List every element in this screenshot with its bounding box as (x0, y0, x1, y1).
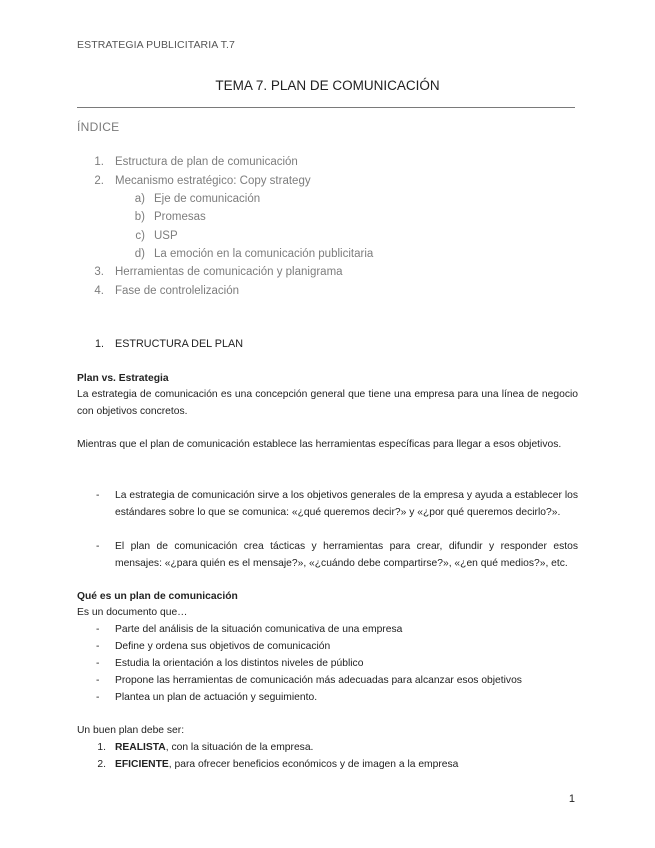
page-number: 1 (568, 793, 575, 805)
subsection-title: Qué es un plan de comunicación (77, 591, 238, 602)
list-item-text: , para ofrecer beneficios económicos y de imagen a la empresa (168, 759, 459, 770)
toc-subnumber: d) (134, 248, 145, 260)
toc-number: 2. (94, 175, 104, 187)
page-title: TEMA 7. PLAN DE COMUNICACIÓN (215, 78, 440, 93)
paragraph: La estrategia de comunicación es una concepción general que tiene una empresa para una línea de negocio con objetivos concretos. (77, 389, 578, 417)
toc-subitem[interactable]: Eje de comunicación (154, 193, 261, 205)
bullet-dash: - (96, 658, 100, 669)
bullet-item: Plantea un plan de actuación y seguimiento. (115, 692, 318, 703)
list-item (115, 756, 458, 773)
list-number: 1. (97, 742, 106, 753)
toc-number: 4. (94, 285, 104, 297)
section-number: 1. (94, 338, 104, 350)
section-heading: ESTRUCTURA DEL PLAN (115, 338, 243, 350)
paragraph: Un buen plan debe ser: (77, 725, 185, 736)
subsection-title: Plan vs. Estrategia (77, 373, 169, 384)
toc-item[interactable]: Estructura de plan de comunicación (115, 156, 298, 168)
bullet-dash: - (96, 490, 100, 501)
toc-number: 1. (94, 156, 104, 168)
list-item-text: , con la situación de la empresa. (165, 742, 314, 753)
paragraph: Mientras que el plan de comunicación establece las herramientas específicas para llegar a esos objetivos. (77, 439, 562, 450)
toc-item[interactable]: Mecanismo estratégico: Copy strategy (115, 175, 311, 187)
list-number: 2. (97, 759, 106, 770)
paragraph: Es un documento que… (77, 607, 188, 618)
bullet-dash: - (96, 624, 100, 635)
bullet-dash: - (96, 641, 100, 652)
bullet-item: Propone las herramientas de comunicación más adecuadas para alcanzar esos objetivos (115, 675, 522, 686)
list-item-keyword: REALISTA (115, 742, 166, 753)
toc-subitem[interactable]: USP (154, 230, 178, 242)
toc-subnumber: a) (134, 193, 145, 205)
toc-subnumber: b) (134, 211, 145, 223)
bullet-item: La estrategia de comunicación sirve a los objetivos generales de la empresa y ayuda a establecer los estándares sobre lo que se comunica: «¿qué queremos decir?» y «¿por qué queremos decirlo?». (115, 490, 578, 518)
list-item (115, 739, 313, 756)
bullet-item: El plan de comunicación crea tácticas y herramientas para crear, difundir y responder estos mensajes: «¿para quién es el mensaje?», «¿cuándo debe compartirse?», «¿en qué medios?», etc. (115, 541, 578, 569)
bullet-item: Estudia la orientación a los distintos niveles de público (115, 658, 364, 669)
toc-subitem[interactable]: La emoción en la comunicación publicitaria (154, 248, 374, 260)
toc-subnumber: c) (135, 230, 145, 242)
list-item-keyword: EFICIENTE (115, 759, 169, 770)
toc-item[interactable]: Herramientas de comunicación y planigrama (115, 266, 343, 278)
bullet-dash: - (96, 541, 100, 552)
bullet-item: Parte del análisis de la situación comunicativa de una empresa (115, 624, 403, 635)
bullet-dash: - (96, 692, 100, 703)
toc-subitem[interactable]: Promesas (154, 211, 206, 223)
toc-item[interactable]: Fase de controlelización (115, 285, 240, 297)
bullet-item: Define y ordena sus objetivos de comunicación (115, 641, 331, 652)
running-header: ESTRATEGIA PUBLICITARIA T.7 (77, 39, 235, 51)
index-heading: ÍNDICE (77, 120, 120, 134)
toc-number: 3. (94, 266, 104, 278)
title-divider (77, 107, 575, 108)
bullet-dash: - (96, 675, 100, 686)
